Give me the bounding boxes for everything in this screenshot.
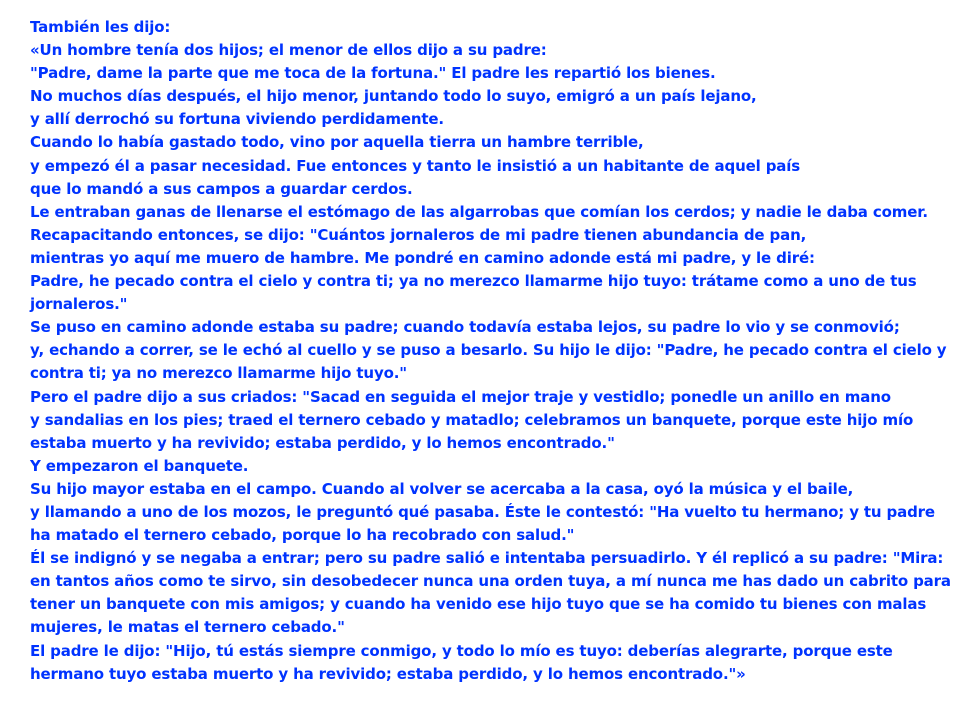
text-line: Pero el padre dijo a sus criados: "Sacad en seguida el mejor traje y vestidlo; ponedle un anillo en mano — [30, 387, 891, 406]
text-line: El padre le dijo: "Hijo, tú estás siempre conmigo, y todo lo mío es tuyo: deberías alegrarte, porque este — [30, 641, 893, 660]
text-line: Él se indignó y se negaba a entrar; pero su padre salió e intentaba persuadirlo. Y él replicó a su padre: "Mira: — [30, 549, 944, 568]
text-line: "Padre, dame la parte que me toca de la fortuna." El padre les repartió los bienes. — [30, 64, 716, 83]
text-line: estaba muerto y ha revivido; estaba perdido, y lo hemos encontrado." — [30, 433, 615, 452]
text-line: hermano tuyo estaba muerto y ha revivido; estaba perdido, y lo hemos encontrado."» — [30, 664, 746, 683]
parable-text-block — [30, 16, 955, 686]
text-line: Y empezaron el banquete. — [30, 456, 249, 475]
text-line: jornaleros." — [30, 295, 128, 314]
text-line: y, echando a correr, se le echó al cuello y se puso a besarlo. Su hijo le dijo: "Padre, he pecado contra el cielo y — [30, 341, 947, 360]
text-line: También les dijo: — [30, 18, 171, 36]
text-line: tener un banquete con mis amigos; y cuando ha venido ese hijo tuyo que se ha comido tu bienes con malas — [30, 595, 927, 614]
text-line: y empezó él a pasar necesidad. Fue entonces y tanto le insistió a un habitante de aquel país — [30, 156, 801, 175]
text-line: «Un hombre tenía dos hijos; el menor de ellos dijo a su padre: — [30, 41, 547, 60]
text-line: y sandalias en los pies; traed el ternero cebado y matadlo; celebramos un banquete, porque este hijo mío — [30, 410, 914, 429]
text-line: y allí derrochó su fortuna viviendo perdidamente. — [30, 110, 444, 129]
text-line: Le entraban ganas de llenarse el estómago de las algarrobas que comían los cerdos; y nadie le daba comer. — [30, 202, 928, 221]
text-line: Se puso en camino adonde estaba su padre; cuando todavía estaba lejos, su padre lo vio y se conmovió; — [30, 318, 900, 337]
text-line: contra ti; ya no merezco llamarme hijo tuyo." — [30, 364, 407, 383]
text-line: No muchos días después, el hijo menor, juntando todo lo suyo, emigró a un país lejano, — [30, 87, 757, 106]
text-line: ha matado el ternero cebado, porque lo ha recobrado con salud." — [30, 526, 575, 545]
text-line: Recapacitando entonces, se dijo: "Cuántos jornaleros de mi padre tienen abundancia de pan, — [30, 225, 807, 244]
text-line: que lo mandó a sus campos a guardar cerdos. — [30, 179, 413, 198]
text-line: mujeres, le matas el ternero cebado." — [30, 618, 345, 637]
text-line: Cuando lo había gastado todo, vino por aquella tierra un hambre terrible, — [30, 133, 644, 152]
text-line: Padre, he pecado contra el cielo y contra ti; ya no merezco llamarme hijo tuyo: trátame como a uno de tus — [30, 272, 917, 291]
text-line: mientras yo aquí me muero de hambre. Me pondré en camino adonde está mi padre, y le diré: — [30, 248, 815, 267]
text-line: en tantos años como te sirvo, sin desobedecer nunca una orden tuya, a mí nunca me has dado un cabrito para — [30, 572, 951, 591]
text-line: Su hijo mayor estaba en el campo. Cuando al volver se acercaba a la casa, oyó la música y el baile, — [30, 479, 854, 498]
text-line: y llamando a uno de los mozos, le preguntó qué pasaba. Éste le contestó: "Ha vuelto tu hermano; y tu padre — [30, 502, 935, 521]
